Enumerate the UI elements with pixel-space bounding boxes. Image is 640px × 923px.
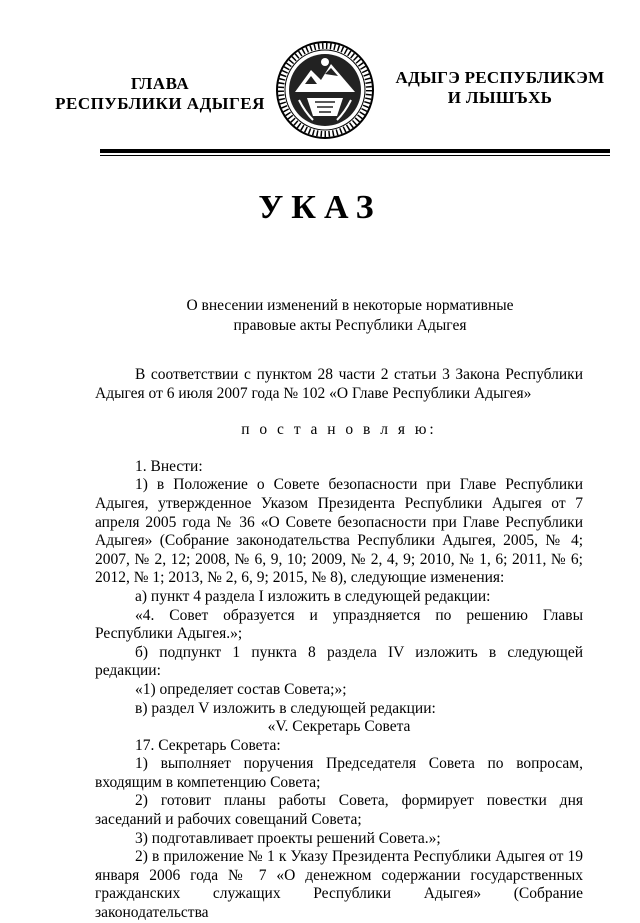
paragraph: «4. Совет образуется и упраздняется по решению Главы Республики Адыгея.»; bbox=[95, 606, 583, 643]
section-heading: «V. Секретарь Совета bbox=[267, 718, 411, 736]
header-divider-thick bbox=[100, 149, 610, 153]
subject-line-1: О внесении изменений в некоторые нормативные bbox=[186, 297, 514, 314]
header-left-line2: РЕСПУБЛИКИ АДЫГЕЯ bbox=[55, 94, 265, 113]
document-subject bbox=[150, 296, 550, 336]
paragraph: 1. Внести: bbox=[135, 457, 203, 475]
decree-word: п о с т а н о в л я ю: bbox=[241, 421, 437, 439]
header-left-line1: ГЛАВА bbox=[130, 74, 190, 93]
subject-line-2: правовые акты Республики Адыгея bbox=[233, 317, 467, 334]
paragraph: 3) подготавливает проекты решений Совета.»; bbox=[135, 829, 441, 847]
header-right-line1: АДЫГЭ РЕСПУБЛИКЭМ bbox=[395, 68, 605, 87]
paragraph: 1) выполняет поручения Председателя Совета по вопросам, входящим в компетенцию Совета; bbox=[95, 755, 583, 791]
preamble: В соответствии с пунктом 28 части 2 статьи 3 Закона Республики Адыгея от 6 июля 2007 года № 102 «О Главе Республики Адыгея» bbox=[95, 366, 583, 402]
paragraph: 2) готовит планы работы Совета, формирует повестки дня заседаний и рабочих совещаний Совета; bbox=[95, 792, 583, 829]
header-divider-thin bbox=[100, 155, 610, 156]
header-left bbox=[40, 74, 280, 114]
paragraph: 2) в приложение № 1 к Указу Президента Республики Адыгея от 19 января 2006 года № 7 «О денежном содержании государственных гражданских служащих Республики Адыгея» (Собрание законодательства bbox=[95, 848, 583, 922]
coat-of-arms-emblem-icon bbox=[275, 40, 375, 140]
paragraph: 17. Секретарь Совета: bbox=[135, 736, 281, 754]
paragraph: б) подпункт 1 пункта 8 раздела IV изложить в следующей редакции: bbox=[95, 643, 583, 680]
document-body bbox=[95, 366, 583, 923]
document-title: УКАЗ bbox=[258, 189, 382, 226]
header-right-line2: И ЛЫШЪХЬ bbox=[447, 88, 553, 107]
paragraph: а) пункт 4 раздела I изложить в следующей редакции: bbox=[135, 587, 491, 605]
paragraph: «1) определяет состав Совета;»; bbox=[135, 680, 347, 698]
paragraph: в) раздел V изложить в следующей редакции: bbox=[135, 699, 436, 717]
paragraph: 1) в Положение о Совете безопасности при Главе Республики Адыгея, утвержденное Указом Президента Республики Адыгея от 7 апреля 2005 года № 36 «О Совете безопасности при Главе Республики Адыгея» (Собрание законодательства Республики Адыгея, 2005, № 4; 2007, № 2, 12; 2008, № 6, 9, 10; 2009, № 2, 4, 9; 2010, № 1, 6; 2011, № 6; 2012, № 1; 2013, № 2, 6, 9; 2015, № 8), следующие изменения: bbox=[95, 476, 583, 587]
header-right bbox=[380, 68, 620, 108]
